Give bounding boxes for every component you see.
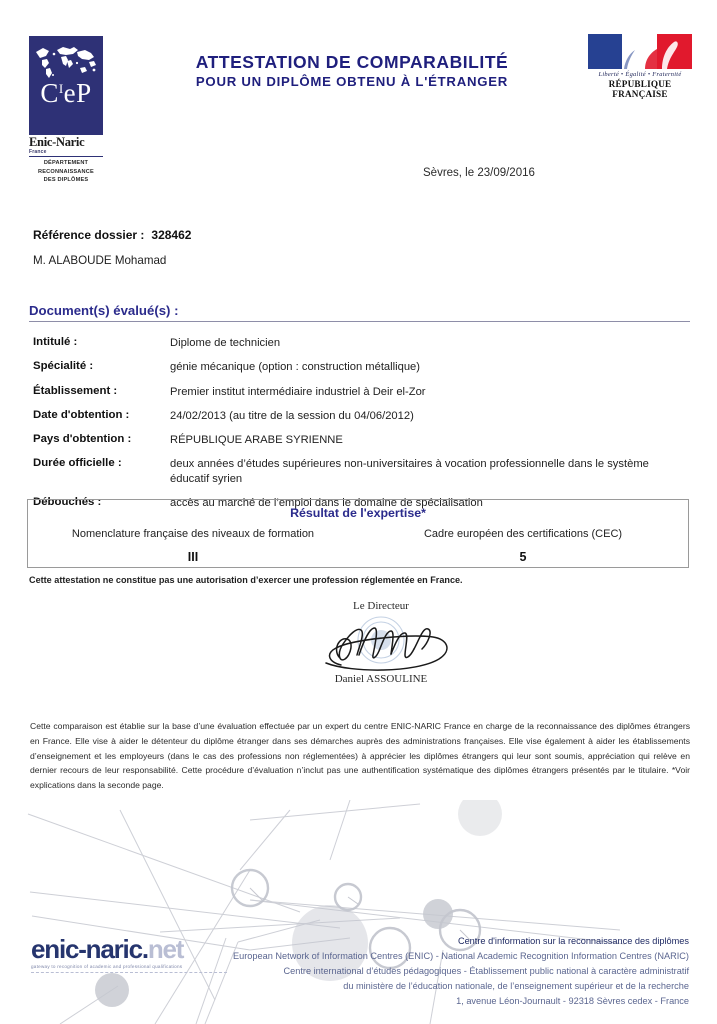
section-heading-documents-evaluated: Document(s) évalué(s) :	[29, 303, 690, 322]
recipient-name: M. ALABOUDE Mohamad	[33, 254, 167, 267]
footer-logo-divider	[31, 972, 227, 973]
department-line-3: DES DIPLÔMES	[43, 177, 89, 184]
department-label	[29, 159, 103, 185]
republic-motto: Liberté • Égalité • Fraternité	[598, 71, 682, 78]
detail-label: Pays d'obtention :	[33, 433, 132, 446]
department-line-1: DÉPARTEMENT	[43, 160, 89, 167]
detail-row	[33, 433, 691, 448]
signatory-role: Le Directeur	[353, 600, 409, 612]
footer-line-4: du ministère de l’éducation nationale, de l’enseignement supérieur et de la recherche	[343, 981, 689, 991]
republic-name: RÉPUBLIQUE FRANÇAISE	[608, 79, 672, 99]
footer-logo-dark-text: enic-naric.	[31, 934, 148, 964]
footer-logo-wordmark	[31, 936, 231, 962]
detail-value: Premier institut intermédiaire industriel à Deir el-Zor	[170, 385, 426, 398]
reference-label: Référence dossier :	[33, 228, 145, 242]
page-title	[126, 52, 578, 90]
footer-line-1: Centre d'information sur la reconnaissance des diplômes	[457, 936, 689, 946]
enic-naric-net-footer-logo	[31, 936, 231, 973]
signature-image	[281, 613, 481, 673]
regulated-profession-disclaimer: Cette attestation ne constitue pas une autorisation d’exercer une profession réglementée en France.	[29, 575, 463, 585]
detail-label: Date d'obtention :	[33, 408, 130, 421]
footer-address-block	[209, 934, 689, 1009]
result-column-french-nomenclature	[28, 528, 358, 564]
world-map-icon	[33, 42, 99, 80]
enic-naric-sublogo	[29, 135, 103, 185]
result-column-header: Cadre européen des certifications (CEC)	[423, 528, 623, 540]
marianne-flag-icon	[588, 34, 692, 69]
footer-line-5: 1, avenue Léon-Journault - 92318 Sèvres cedex - France	[456, 996, 689, 1006]
detail-row	[33, 336, 691, 351]
legal-explanatory-paragraph: Cette comparaison est établie sur la base d’une évaluation effectuée par un expert du centre ENIC-NARIC France en charge de la reconnaissance des diplômes étrangers en France. Elle vise à aider le détenteur du diplôme étranger dans ses démarches auprès des administrations françaises. Elle vise également à aider les établissements d’enseignement et les employeurs (dans le cas des professions non réglementées) à apprécier les diplômes étrangers qui leur sont soumis, appréciation qui relève en dernier recours de leur responsabilité. Cette procédure d’évaluation n’inclut pas une authentification systématique des diplômes étrangers présentés par le titulaire. *Voir explications dans la seconde page.	[30, 721, 690, 791]
ciep-logo-block	[29, 36, 103, 135]
reference-number: 328462	[151, 228, 192, 242]
detail-value: RÉPUBLIQUE ARABE SYRIENNE	[170, 434, 343, 447]
reference-line	[33, 228, 191, 242]
result-box-title: Résultat de l'expertise*	[290, 506, 426, 520]
page-title-line-1: ATTESTATION DE COMPARABILITÉ	[195, 52, 509, 72]
detail-value: deux années d’études supérieures non-universitaires à vocation professionnelle dans le système éducatif syrien	[170, 458, 649, 486]
footer-line-3: Centre international d’études pédagogiques - Établissement public national à caractère administratif	[283, 966, 689, 976]
page-title-line-2: POUR UN DIPLÔME OBTENU À L'ÉTRANGER	[195, 73, 509, 89]
footer-logo-light-text: net	[147, 934, 184, 964]
detail-label: Durée officielle :	[33, 457, 122, 470]
department-line-2: RECONNAISSANCE	[38, 168, 94, 175]
enic-naric-label: Enic-Naric	[29, 135, 85, 149]
result-column-value: III	[187, 550, 199, 564]
signature-block	[281, 600, 481, 685]
detail-row	[33, 457, 691, 487]
enic-naric-country-label: France	[29, 149, 103, 157]
detail-label: Établissement :	[33, 384, 118, 397]
detail-row	[33, 385, 691, 400]
ciep-logo	[29, 36, 103, 185]
detail-value: génie mécanique (option : construction métallique)	[170, 361, 420, 374]
document-details-list	[33, 336, 691, 521]
detail-value: accès au marché de l’emploi dans le domaine de spécialisation	[170, 497, 483, 510]
detail-label: Intitulé :	[33, 336, 78, 348]
detail-row	[33, 360, 691, 375]
result-column-value: 5	[519, 550, 527, 564]
republique-francaise-logo	[588, 34, 692, 99]
footer-logo-tagline: gateway to recognition of academic and professional qualifications	[31, 964, 183, 969]
document-header	[0, 0, 717, 200]
handwritten-signature-icon	[281, 613, 481, 673]
place-and-date: Sèvres, le 23/09/2016	[423, 167, 535, 179]
result-columns	[28, 528, 688, 564]
expertise-result-box	[27, 499, 689, 568]
detail-value: Diplome de technicien	[170, 337, 281, 349]
result-column-european-framework	[358, 528, 688, 564]
detail-label: Spécialité :	[33, 360, 94, 373]
footer-line-2: European Network of Information Centres (ENIC) - National Academic Recognition Information Centres (NARIC)	[233, 951, 689, 961]
ciep-wordmark: $C^IeP$	[40, 78, 92, 108]
detail-label: Débouchés :	[33, 496, 102, 509]
ciep-superscript: I	[58, 81, 64, 96]
signatory-name: Daniel ASSOULINE	[334, 673, 428, 685]
detail-row	[33, 409, 691, 424]
result-column-header: Nomenclature française des niveaux de formation	[71, 528, 315, 540]
detail-value: 24/02/2013 (au titre de la session du 04/06/2012)	[170, 409, 414, 422]
